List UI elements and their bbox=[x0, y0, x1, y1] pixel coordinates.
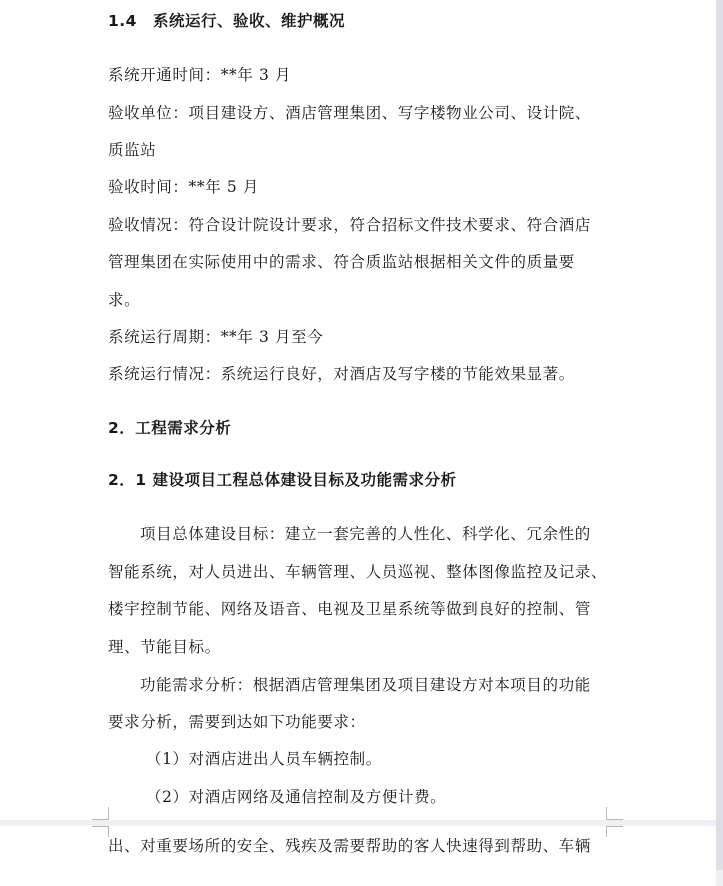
acceptance-status-text-end: 求。 bbox=[108, 291, 141, 309]
crop-mark-top-left bbox=[92, 807, 109, 820]
goal-paragraph-line: 项目总体建设目标：建立一套完善的人性化、科学化、冗余性的 bbox=[140, 525, 591, 543]
open-time-text: 系统开通时间：**年 3 月 bbox=[108, 66, 292, 84]
document-page-2 bbox=[0, 826, 716, 886]
section-2-heading: 2．工程需求分析 bbox=[108, 419, 232, 437]
acceptance-unit-text-cont: 质监站 bbox=[108, 141, 157, 159]
section-1-4-heading: 1.4 系统运行、验收、维护概况 bbox=[108, 12, 345, 30]
goal-paragraph-line: 智能系统，对人员进出、车辆管理、人员巡视、整体图像监控及记录、 bbox=[108, 563, 608, 581]
run-period-text: 系统运行周期：**年 3 月至今 bbox=[108, 328, 324, 346]
scroll-edge bbox=[716, 0, 723, 870]
section-2-1-heading: 2．1 建设项目工程总体建设目标及功能需求分析 bbox=[108, 471, 457, 489]
goal-paragraph-line: 理、节能目标。 bbox=[108, 638, 221, 656]
acceptance-status-text: 验收情况：符合设计院设计要求，符合招标文件技术要求、符合酒店 bbox=[108, 216, 592, 234]
acceptance-unit-text: 验收单位：项目建设方、酒店管理集团、写字楼物业公司、设计院、 bbox=[108, 104, 592, 122]
crop-mark-bottom-right bbox=[606, 826, 623, 837]
requirement-paragraph-line: 要求分析，需要到达如下功能要求： bbox=[108, 713, 366, 731]
list-item: （2）对酒店网络及通信控制及方便计费。 bbox=[146, 788, 447, 806]
run-status-text: 系统运行情况：系统运行良好，对酒店及写字楼的节能效果显著。 bbox=[108, 365, 575, 383]
requirement-paragraph-line: 功能需求分析：根据酒店管理集团及项目建设方对本项目的功能 bbox=[140, 676, 591, 694]
goal-paragraph-line: 楼宇控制节能、网络及语音、电视及卫星系统等做到良好的控制、管 bbox=[108, 600, 592, 618]
acceptance-status-text-cont: 管理集团在实际使用中的需求、符合质监站根据相关文件的质量要 bbox=[108, 253, 575, 271]
continued-text-line: 出、对重要场所的安全、残疾及需要帮助的客人快速得到帮助、车辆 bbox=[108, 837, 592, 855]
crop-mark-bottom-left bbox=[92, 826, 109, 837]
crop-mark-top-right bbox=[606, 807, 623, 820]
list-item: （1）对酒店进出人员车辆控制。 bbox=[146, 750, 382, 768]
acceptance-time-text: 验收时间：**年 5 月 bbox=[108, 178, 259, 196]
